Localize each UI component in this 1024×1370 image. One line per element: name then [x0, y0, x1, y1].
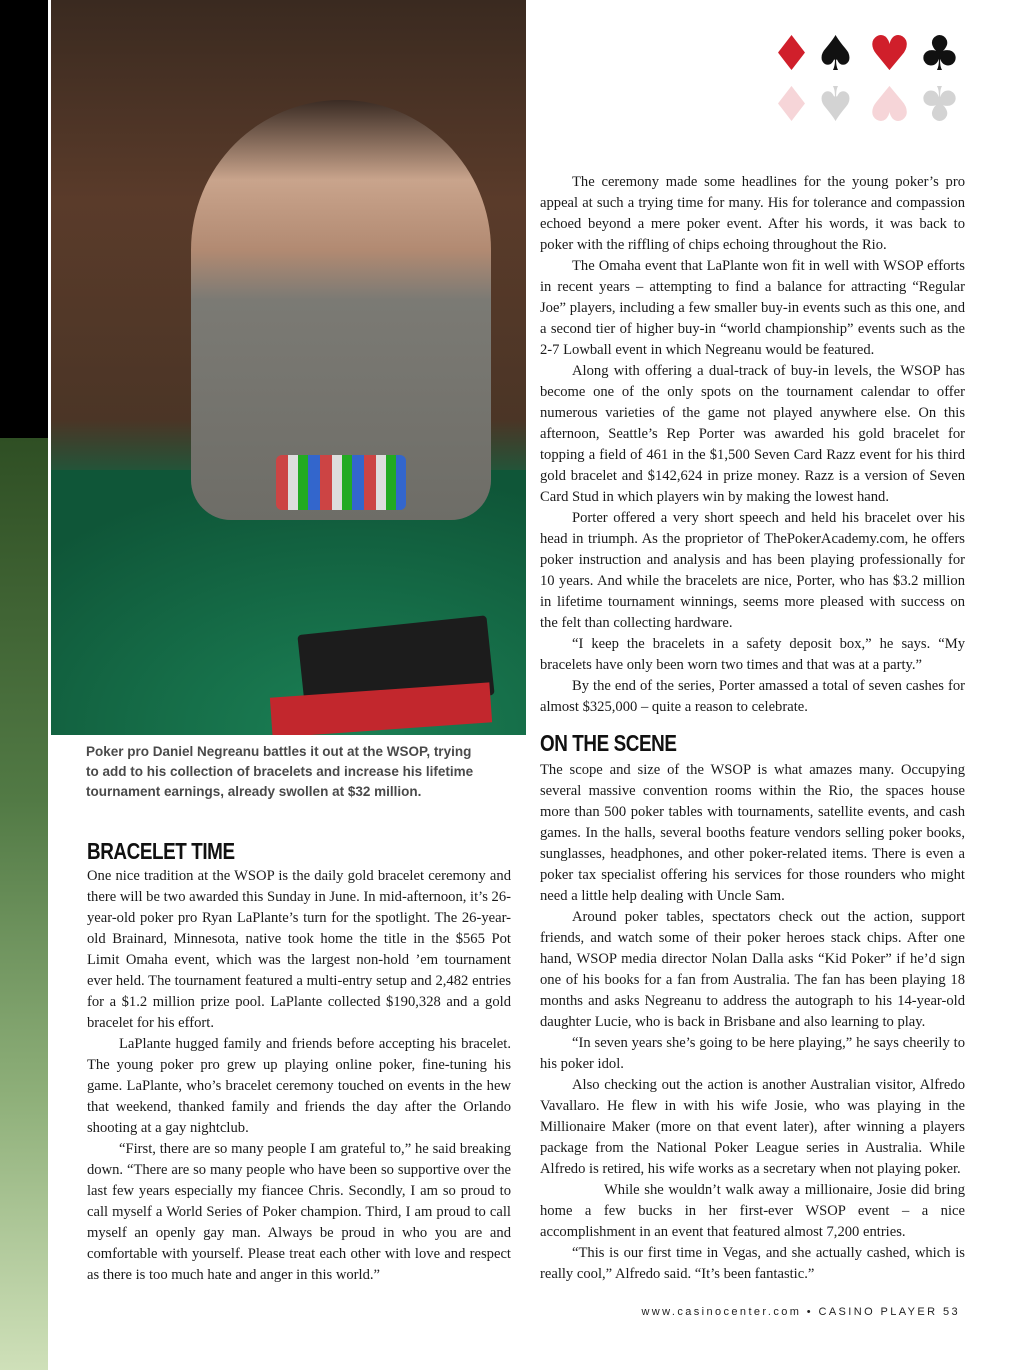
paragraph: One nice tradition at the WSOP is the daily gold bracelet ceremony and there will be two awarded this Sunday in June. In mid-afternoon, it’s 26-year-old poker pro Ryan LaPlante’s turn for the spotlight. The 26-year-old Brainard, Minnesota, native took home the title in the $565 Pot Limit Omaha event, which was the largest non-hold ’em tournament ever held. The tournament featured a multi-entry setup and 2,482 entries for a $1.2 million prize pool. LaPlante collected $190,328 and a gold bracelet for his effort. — [87, 868, 511, 1031]
paragraph: Along with offering a dual-track of buy-in levels, the WSOP has become one of the only spots on the tournament calendar to offer numerous varieties of the game not played anywhere else. On this afternoon, Seattle’s Rep Porter was awarded his gold bracelet for topping a field of 461 in the $1,500 Seven Card Razz event for his third gold bracelet and $142,624 in prize money. Razz is a version of Seven Card Stud in which players win by making the lowest hand. — [540, 363, 965, 505]
paragraph: While she wouldn’t walk away a millionaire, Josie did bring home a few bucks in her first-ever WSOP event – a nice accomplishment in an event that featured almost 7,200 entries. — [540, 1182, 965, 1240]
paragraph: Also checking out the action is another Australian visitor, Alfredo Vavallaro. He flew in with his wife Josie, who was playing in the Millionaire Maker (more on that event later), after winning a players package from the National Poker League series in Australia. While Alfredo is retired, his wife works as a secretary when not playing poker. — [540, 1077, 965, 1177]
on-the-scene-body — [540, 760, 965, 1285]
spade-reflection-icon: ♠ — [814, 74, 858, 130]
heart-reflection-icon: ♥ — [868, 74, 912, 130]
paragraph: “This is our first time in Vegas, and she actually cashed, which is really cool,” Alfredo said. “It’s been fantastic.” — [540, 1245, 965, 1282]
poker-table-photo — [51, 0, 526, 735]
heart-icon: ♥ — [868, 26, 912, 82]
card-suits-decoration — [770, 26, 970, 130]
club-reflection-icon: ♣ — [918, 74, 962, 130]
diamond-icon: ♦ — [770, 26, 814, 82]
paragraph: The ceremony made some headlines for the young poker’s pro appeal at such a trying time for many. His for tolerance and compassion echoed beyond a mere poker event. After his words, it was back to poker with the riffling of chips echoing throughout the Rio. — [540, 174, 965, 253]
club-icon: ♣ — [918, 26, 962, 82]
diamond-reflection-icon: ♦ — [770, 74, 814, 130]
spade-icon: ♠ — [814, 26, 858, 82]
left-color-band — [0, 0, 48, 1370]
paragraph: LaPlante hugged family and friends before accepting his bracelet. The young poker pro grew up playing online poker, fine-tuning his game. LaPlante, who’s bracelet ceremony touched on events in the hew that weekend, thanked family and friends the day after the Orlando shooting at a gay nightclub. — [87, 1036, 511, 1136]
paragraph: Around poker tables, spectators check out the action, support friends, and watch some of their poker heroes stack chips. After one hand, WSOP media director Nolan Dalla asks “Kid Poker” if he’d sign one of his books for a fan from Australia. The fan has been playing 18 months and asks Negreanu to address the autograph to his 14-year-old daughter Lucie, who is back in Brisbane and also learning to play. — [540, 909, 965, 1030]
paragraph: “In seven years she’s going to be here playing,” he says cheerily to his poker idol. — [540, 1035, 965, 1072]
paragraph: The Omaha event that LaPlante won fit in well with WSOP efforts in recent years – attempting to find a balance for attracting “Regular Joe” players, including a few smaller buy-in events such as this one, and a second tier of higher buy-in “world championship” events such as the 2-7 Lowball event in which Negreanu would be featured. — [540, 258, 965, 358]
photo-caption: Poker pro Daniel Negreanu battles it out at the WSOP, trying to add to his collection of bracelets and increase his lifetime tournament earnings, already swollen at $32 million. — [86, 744, 474, 799]
on-the-scene-heading: ON THE SCENE — [540, 730, 677, 756]
right-column-top-body — [540, 172, 965, 718]
paragraph: By the end of the series, Porter amassed a total of seven cashes for almost $325,000 – quite a reason to celebrate. — [540, 678, 965, 715]
page-footer: www.casinocenter.com • CASINO PLAYER 53 — [641, 1306, 960, 1318]
bracelet-time-body — [87, 866, 511, 1286]
paragraph: “I keep the bracelets in a safety deposit box,” he says. “My bracelets have only been worn two times and that was at a party.” — [540, 636, 965, 673]
paragraph: Porter offered a very short speech and held his bracelet over his head in triumph. As the proprietor of ThePokerAcademy.com, he offers poker instruction and analysis and has been playing professionally for 10 years. And while the bracelets are nice, Porter, who has $3.2 million in lifetime tournament winnings, seems more pleased with success on the felt than collecting hardware. — [540, 510, 965, 631]
bracelet-time-heading: BRACELET TIME — [87, 838, 235, 864]
paragraph: The scope and size of the WSOP is what amazes many. Occupying several massive convention rooms within the Rio, the spaces house more than 500 poker tables with tournaments, satellite events, and cash games. In the halls, several booths feature vendors selling poker books, sunglasses, headphones, and other poker-related items. There is even a poker tax specialist offering his services for those rounders who might need a little help dealing with Uncle Sam. — [540, 762, 965, 904]
paragraph: “First, there are so many people I am grateful to,” he said breaking down. “There are so many people who have been so supportive over the last few years especially my fiancee Chris. Secondly, I am so proud to call myself a World Series of Poker champion. Third, I am proud to call myself an openly gay man. Always be proud in who you are and comfortable with yourself. Please treat each other with love and respect as there is too much hate and anger in this world.” — [87, 1141, 511, 1283]
photo-chip-stacks — [276, 455, 406, 510]
